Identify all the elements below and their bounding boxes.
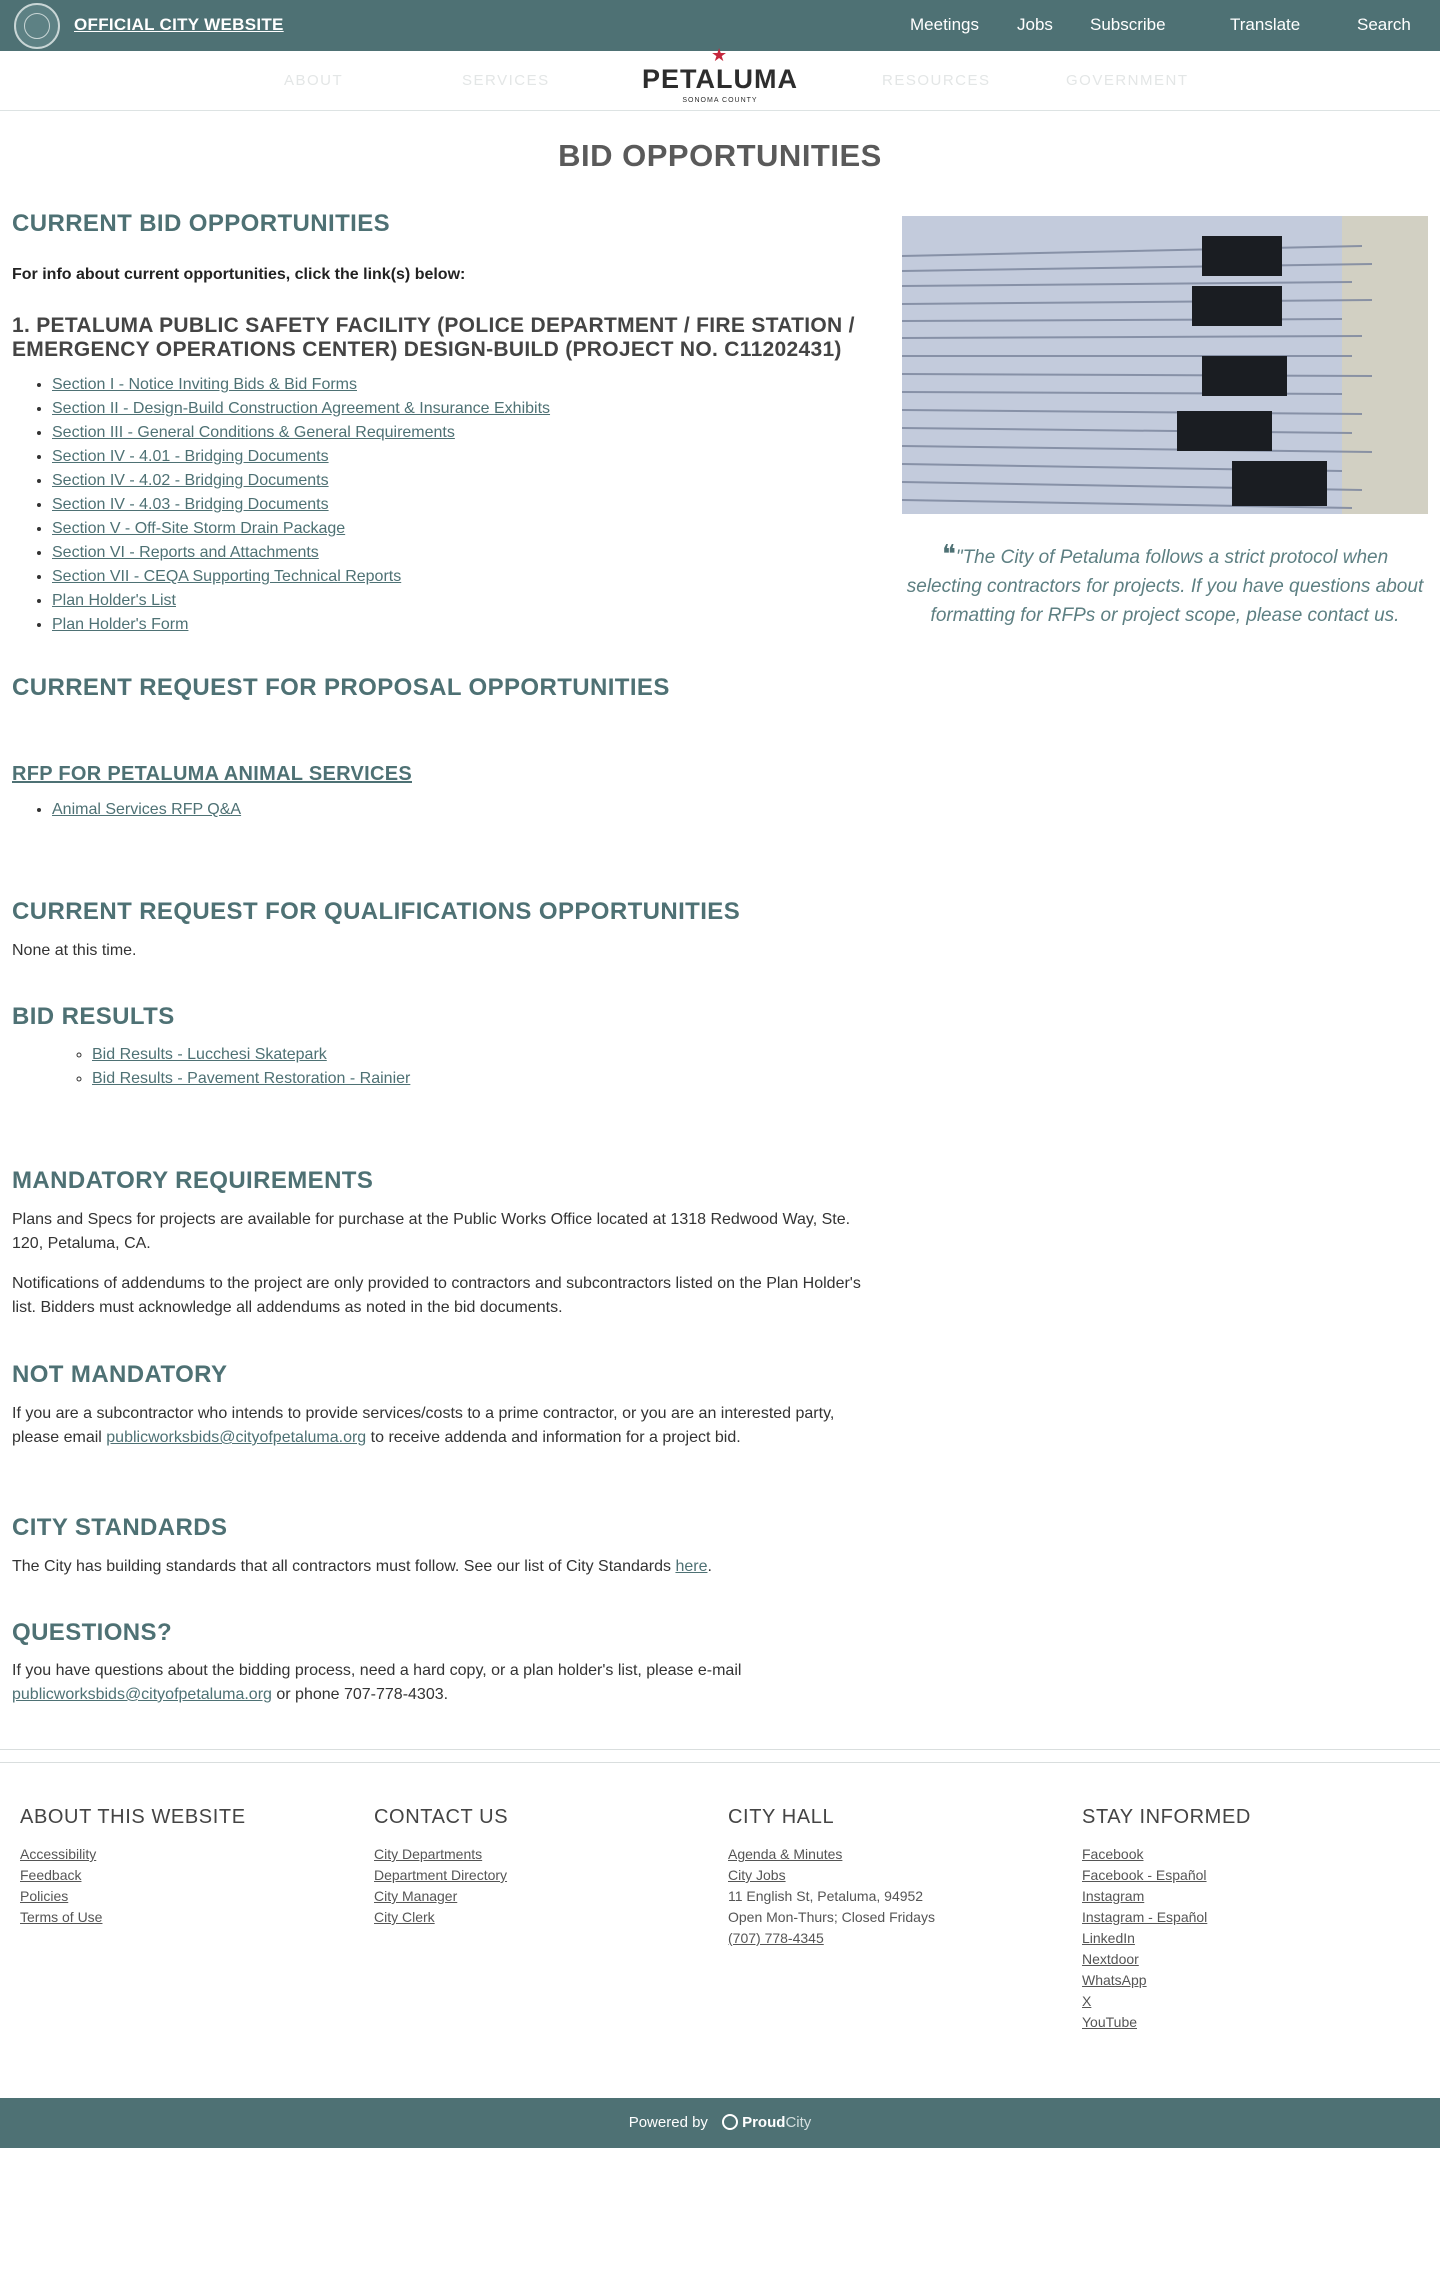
bid-document-link[interactable]: Section II - Design-Build Construction Agreement & Insurance Exhibits xyxy=(52,400,551,417)
footer-city-hall-heading: CITY HALL xyxy=(728,1806,835,1828)
quote-mark-icon: ❝ xyxy=(941,539,956,569)
footer-feedback-link[interactable]: Feedback xyxy=(20,1867,82,1883)
nav-services[interactable]: SERVICES xyxy=(462,72,550,89)
quote-text: "The City of Petaluma follows a strict protocol when selecting contractors for projects. If you have questions about formatting for RFPs or project scope, please contact us. xyxy=(906,547,1424,626)
list-item xyxy=(52,798,241,822)
footer-city-jobs-link[interactable]: City Jobs xyxy=(728,1867,786,1883)
project-title: 1. PETALUMA PUBLIC SAFETY FACILITY (POLICE DEPARTMENT / FIRE STATION / EMERGENCY OPERATIONS CENTER) DESIGN-BUILD (PROJECT NO. C11202431) xyxy=(12,314,855,361)
footer-city-clerk-link[interactable]: City Clerk xyxy=(374,1909,435,1925)
bid-document-link[interactable]: Section VI - Reports and Attachments xyxy=(52,544,319,561)
current-bids-heading: CURRENT BID OPPORTUNITIES xyxy=(12,210,391,237)
city-standards-heading: CITY STANDARDS xyxy=(12,1514,228,1541)
footer-divider xyxy=(0,1762,1440,1763)
not-mandatory-paragraph xyxy=(12,1402,882,1450)
petaluma-logo[interactable]: PETALUMA xyxy=(642,64,798,94)
footer-about-column xyxy=(20,1806,350,1928)
bid-document-link[interactable]: Section IV - 4.02 - Bridging Documents xyxy=(52,472,329,489)
page-title: BID OPPORTUNITIES xyxy=(558,138,882,173)
footer-instagram-link[interactable]: Instagram xyxy=(1082,1888,1145,1904)
footer-address: 11 English St, Petaluma, 94952 xyxy=(728,1888,924,1904)
rfq-text: None at this time. xyxy=(12,942,137,959)
footer-phone-link[interactable]: (707) 778-4345 xyxy=(728,1930,824,1946)
list-item xyxy=(52,565,550,589)
list-item xyxy=(52,445,550,469)
footer-stay-informed-heading: STAY INFORMED xyxy=(1082,1806,1251,1828)
bid-document-link[interactable]: Section V - Off-Site Storm Drain Package xyxy=(52,520,346,537)
footer-hours: Open Mon-Thurs; Closed Fridays xyxy=(728,1909,935,1925)
list-item xyxy=(52,397,550,421)
rfp-animal-services-link[interactable]: RFP FOR PETALUMA ANIMAL SERVICES xyxy=(12,763,412,785)
search-link[interactable]: Search xyxy=(1357,15,1411,34)
meetings-link[interactable]: Meetings xyxy=(910,15,979,34)
list-item xyxy=(92,1043,410,1067)
nav-resources[interactable]: RESOURCES xyxy=(882,72,991,89)
official-city-website-link[interactable]: OFFICIAL CITY WEBSITE xyxy=(74,15,284,34)
list-item xyxy=(52,613,550,637)
bid-results-list xyxy=(12,1043,410,1091)
city-standards-text: The City has building standards that all contractors must follow. See our list of City Standards xyxy=(12,1558,676,1575)
current-bids-intro: For info about current opportunities, click the link(s) below: xyxy=(12,266,466,283)
list-item xyxy=(52,493,550,517)
bid-document-link[interactable]: Section VII - CEQA Supporting Technical Reports xyxy=(52,568,402,585)
bid-result-link[interactable]: Bid Results - Pavement Restoration - Rainier xyxy=(92,1070,411,1087)
footer-whatsapp-link[interactable]: WhatsApp xyxy=(1082,1972,1147,1988)
email-link[interactable]: publicworksbids@cityofpetaluma.org xyxy=(12,1686,272,1703)
not-mandatory-text: If you are a subcontractor who intends to provide services/costs to a prime contractor, or you are an interested party, please email xyxy=(12,1405,835,1446)
email-link[interactable]: publicworksbids@cityofpetaluma.org xyxy=(106,1429,367,1446)
bid-document-link[interactable]: Section IV - 4.03 - Bridging Documents xyxy=(52,496,329,513)
proudcity-brand-proud[interactable]: Proud xyxy=(742,2114,786,2131)
rfp-links-list xyxy=(12,798,241,822)
logo-star-icon: ★ xyxy=(711,45,728,65)
paperwork-stack-illustration xyxy=(902,216,1428,514)
footer-about-heading: ABOUT THIS WEBSITE xyxy=(20,1806,246,1828)
footer-linkedin-link[interactable]: LinkedIn xyxy=(1082,1930,1135,1946)
translate-link[interactable]: Translate xyxy=(1230,15,1301,34)
list-item xyxy=(52,517,550,541)
powered-by-label: Powered by xyxy=(628,2114,708,2131)
nav-about[interactable]: ABOUT xyxy=(284,72,344,89)
footer-terms-link[interactable]: Terms of Use xyxy=(20,1909,103,1925)
footer-city-hall-column xyxy=(728,1806,1058,1949)
bid-documents-list xyxy=(12,373,550,637)
mandatory-heading: MANDATORY REQUIREMENTS xyxy=(12,1167,374,1194)
powered-by-bar xyxy=(0,2098,1440,2148)
list-item xyxy=(52,589,550,613)
city-standards-link[interactable]: here xyxy=(675,1558,708,1575)
animal-services-qa-link[interactable]: Animal Services RFP Q&A xyxy=(52,801,242,818)
bid-document-link[interactable]: Section IV - 4.01 - Bridging Documents xyxy=(52,448,329,465)
subscribe-link[interactable]: Subscribe xyxy=(1090,15,1166,34)
list-item xyxy=(52,421,550,445)
mandatory-paragraph-1: Plans and Specs for projects are available for purchase at the Public Works Office located at 1318 Redwood Way, Ste. 120, Petaluma, CA. xyxy=(12,1211,851,1252)
footer-nextdoor-link[interactable]: Nextdoor xyxy=(1082,1951,1139,1967)
footer-facebook-link[interactable]: Facebook xyxy=(1082,1846,1144,1862)
footer-instagram-es-link[interactable]: Instagram - Español xyxy=(1082,1909,1208,1925)
logo-subtitle: SONOMA COUNTY xyxy=(682,97,758,104)
paperwork-stack-image xyxy=(902,216,1428,514)
bid-document-link[interactable]: Section III - General Conditions & General Requirements xyxy=(52,424,455,441)
bid-results-heading: BID RESULTS xyxy=(12,1003,175,1030)
footer-divider xyxy=(0,1749,1440,1750)
not-mandatory-heading: NOT MANDATORY xyxy=(12,1361,228,1388)
list-item xyxy=(52,541,550,565)
footer-city-manager-link[interactable]: City Manager xyxy=(374,1888,458,1904)
footer-city-departments-link[interactable]: City Departments xyxy=(374,1846,483,1862)
city-standards-text-end: . xyxy=(707,1558,712,1575)
footer-x-link[interactable]: X xyxy=(1082,1993,1092,2009)
plan-holders-list-link[interactable]: Plan Holder's List xyxy=(52,592,176,609)
list-item xyxy=(52,373,550,397)
footer-policies-link[interactable]: Policies xyxy=(20,1888,69,1904)
footer-agenda-link[interactable]: Agenda & Minutes xyxy=(728,1846,843,1862)
questions-heading: QUESTIONS? xyxy=(12,1619,173,1646)
not-mandatory-text-end: to receive addenda and information for a project bid. xyxy=(366,1429,741,1446)
list-item xyxy=(52,469,550,493)
plan-holders-form-link[interactable]: Plan Holder's Form xyxy=(52,616,189,633)
proudcity-logo-icon xyxy=(722,2114,738,2130)
city-seal-icon[interactable] xyxy=(14,3,60,49)
nav-government[interactable]: GOVERNMENT xyxy=(1066,72,1189,89)
mandatory-paragraph-2: Notifications of addendums to the project are only provided to contractors and subcontractors listed on the Plan Holder's list. Bidders must acknowledge all addendums as noted in the bid documents. xyxy=(12,1275,861,1316)
list-item xyxy=(92,1067,410,1091)
jobs-link[interactable]: Jobs xyxy=(1017,15,1053,34)
top-utility-bar xyxy=(0,0,1440,51)
questions-paragraph xyxy=(12,1659,882,1707)
rfp-heading: CURRENT REQUEST FOR PROPOSAL OPPORTUNITIES xyxy=(12,674,670,701)
questions-text-end: or phone 707-778-4303. xyxy=(271,1686,449,1703)
pull-quote xyxy=(902,540,1428,630)
questions-text: If you have questions about the bidding process, need a hard copy, or a plan holder's list, please e-mail xyxy=(12,1662,742,1679)
footer-contact-heading: CONTACT US xyxy=(374,1806,509,1828)
bid-result-link[interactable]: Bid Results - Lucchesi Skatepark xyxy=(92,1046,327,1063)
city-standards-paragraph xyxy=(12,1555,882,1579)
footer-department-directory-link[interactable]: Department Directory xyxy=(374,1867,508,1883)
rfq-heading: CURRENT REQUEST FOR QUALIFICATIONS OPPORTUNITIES xyxy=(12,898,741,925)
footer-contact-column xyxy=(374,1806,704,1928)
footer-facebook-es-link[interactable]: Facebook - Español xyxy=(1082,1867,1207,1883)
footer-youtube-link[interactable]: YouTube xyxy=(1082,2014,1138,2030)
bid-document-link[interactable]: Section I - Notice Inviting Bids & Bid Forms xyxy=(52,376,357,393)
proudcity-brand-city[interactable]: City xyxy=(785,2114,812,2131)
footer-accessibility-link[interactable]: Accessibility xyxy=(20,1846,97,1862)
footer-stay-informed-column xyxy=(1082,1806,1412,2033)
